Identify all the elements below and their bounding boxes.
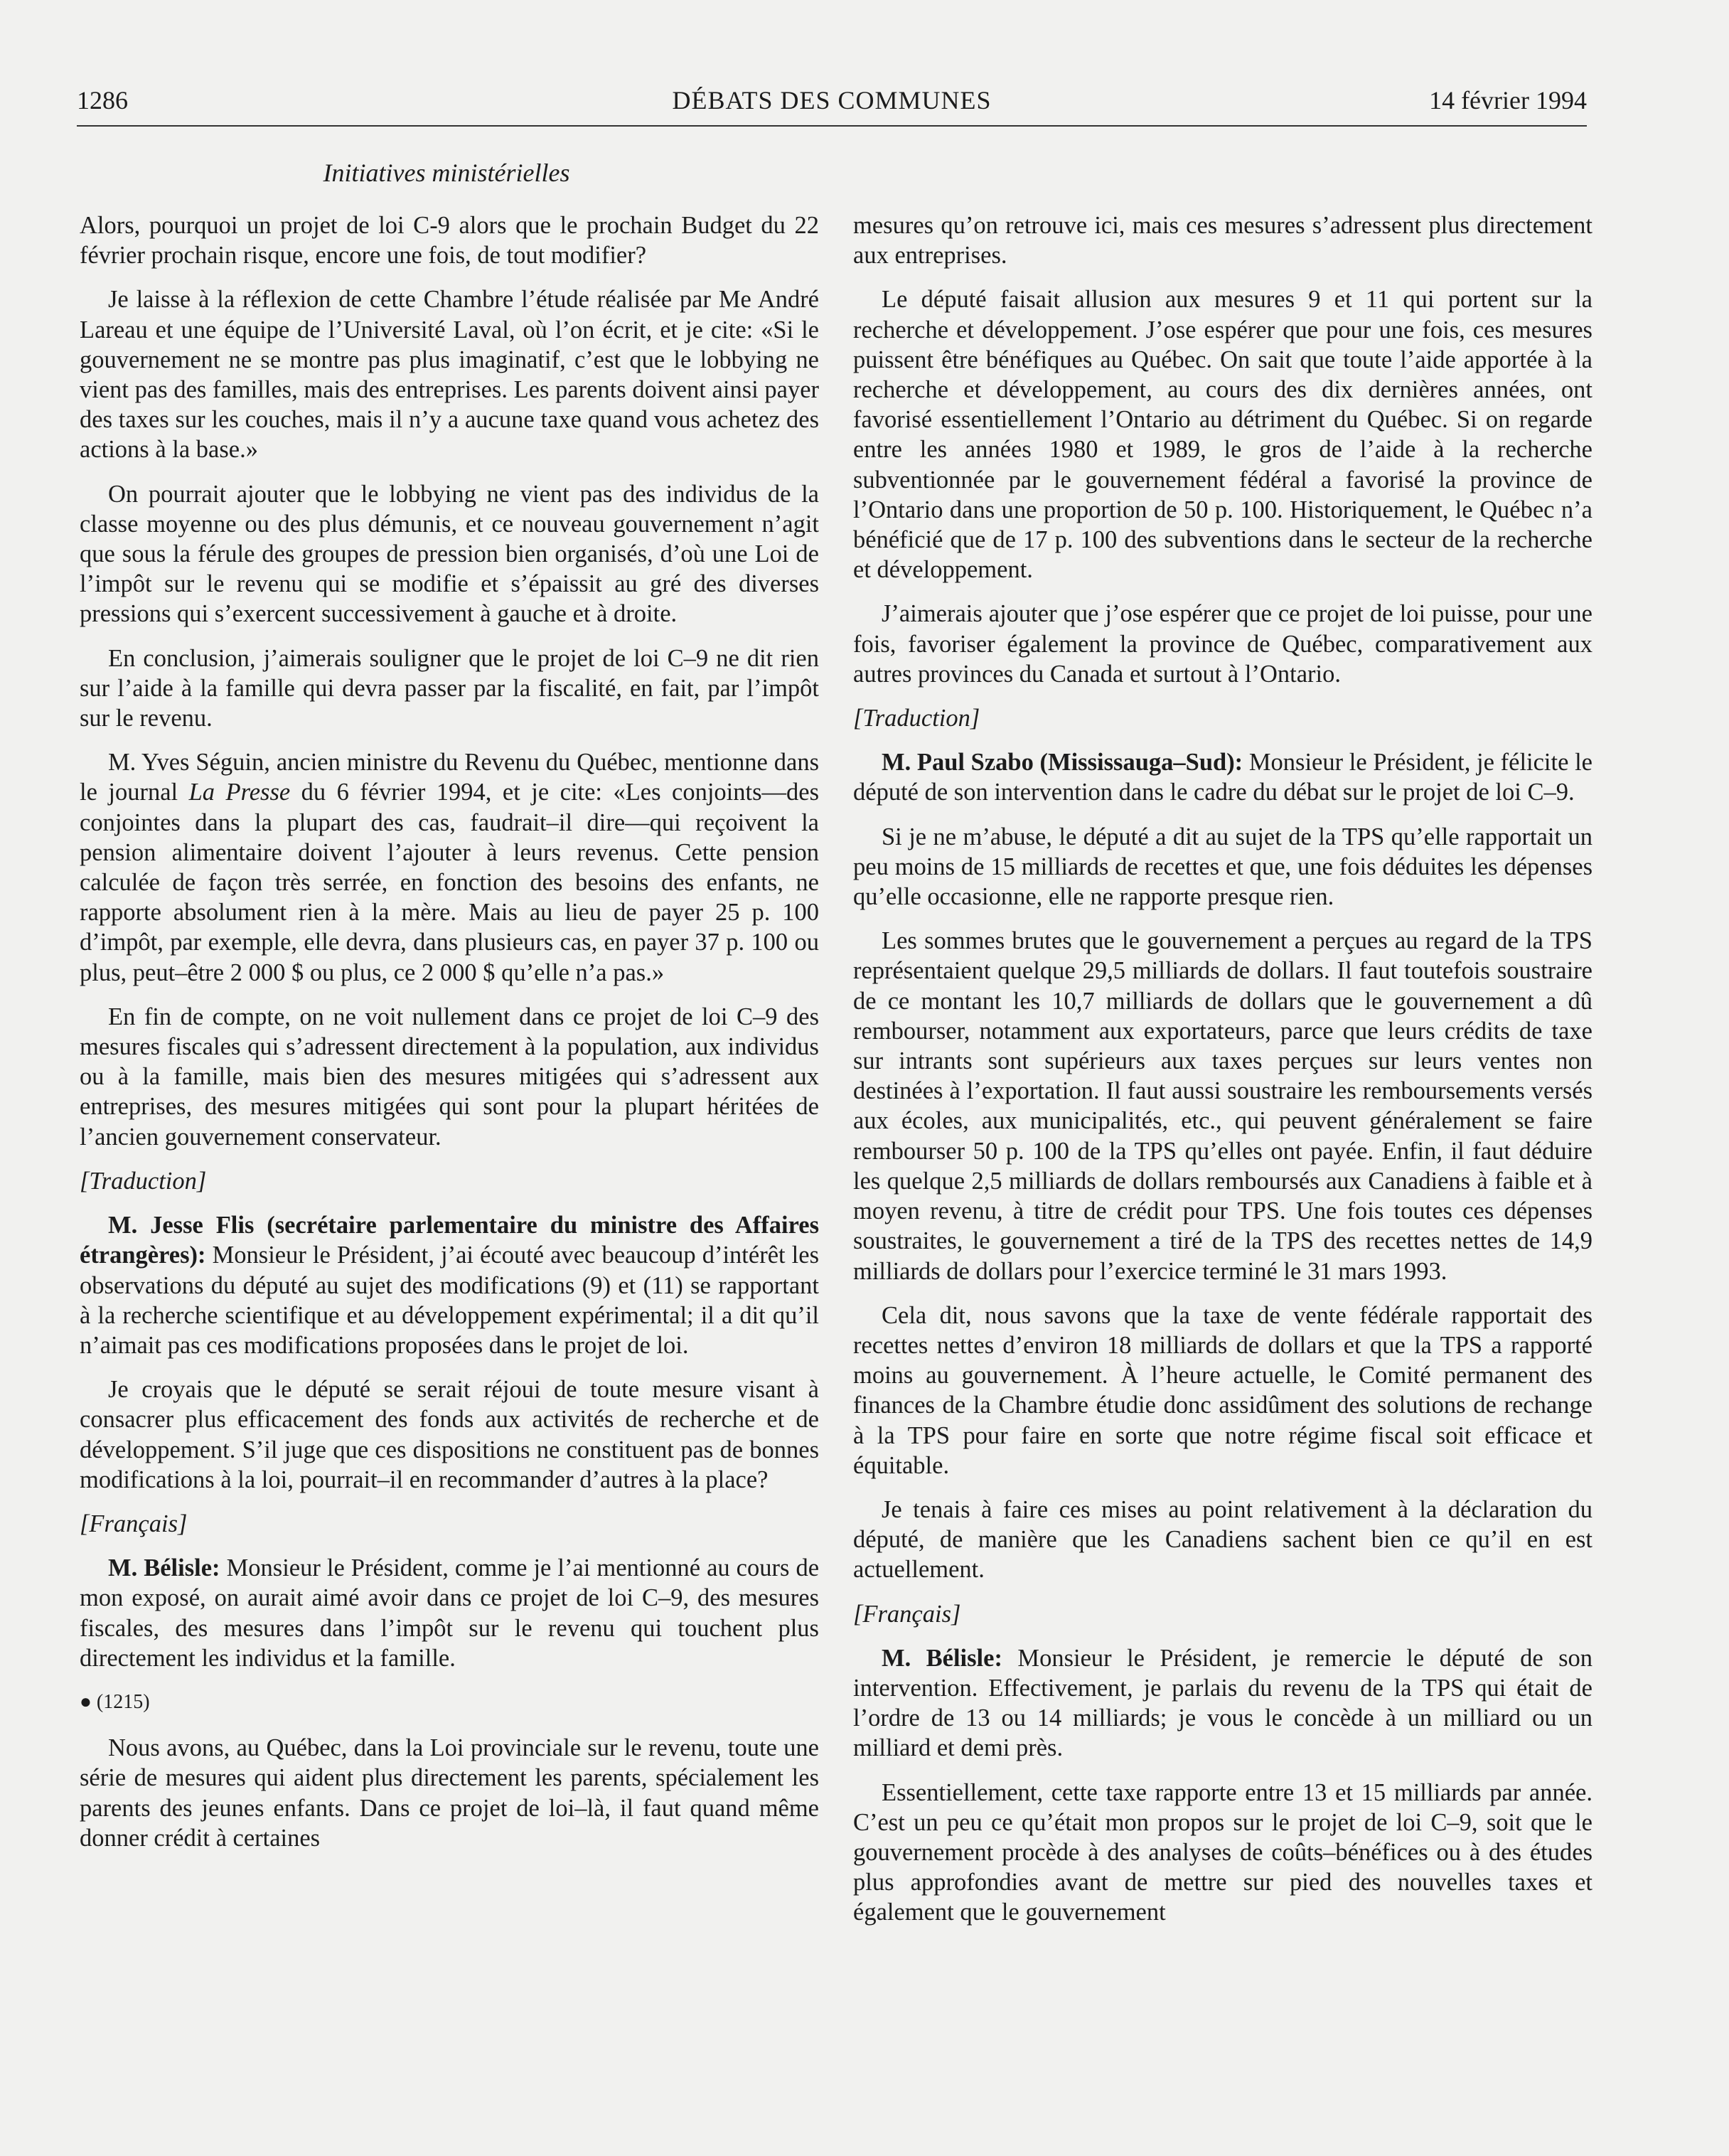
left-column — [80, 210, 819, 1867]
speaker-name: M. Paul Szabo (Mississauga–Sud): — [882, 749, 1243, 777]
speech-belisle — [80, 1553, 819, 1673]
paragraph: Alors, pourquoi un projet de loi C-9 alors que le prochain Budget du 22 février prochain risque, encore une fois, de tout modifier? — [80, 212, 819, 270]
paragraph: En fin de compte, on ne voit nullement dans ce projet de loi C–9 des mesures fiscales qui s’adressent directement à la population, aux individus ou à la famille, mais bien des mesures mitigées qui s’adressent aux entreprises, des mesures mitigées qui sont pour la plupart héritées de l’ancien gouvernement conservateur. — [80, 1003, 819, 1151]
paragraph-text: M. Yves Séguin, ancien ministre du Revenu du Québec, mentionne dans le journal — [80, 749, 819, 806]
paragraph-seguin — [80, 747, 819, 988]
publication-title: DÉBATS DES COMMUNES — [672, 86, 992, 114]
right-column — [853, 210, 1592, 1942]
speaker-name: M. Bélisle: — [108, 1554, 220, 1582]
language-tag: [Traduction] — [853, 705, 980, 732]
speech-belisle-reply — [853, 1643, 1592, 1763]
section-title: Initiatives ministérielles — [323, 159, 570, 187]
speech-text: Monsieur le Président, comme je l’ai mentionné au cours de mon exposé, on aurait aimé avoir dans ce projet de loi C–9, des mesures fiscales, des mesures dans l’impôt sur le revenu qui touchent plus directement les individus et la famille. — [80, 1554, 820, 1672]
journal-name: La Presse — [188, 779, 291, 806]
paragraph: Je tenais à faire ces mises au point relativement à la déclaration du député, de manière que les Canadiens sachent bien ce qu’il en est actuellement. — [853, 1495, 1592, 1584]
paragraph: Si je ne m’abuse, le député a dit au sujet de la TPS qu’elle rapportait un peu moins de 15 milliards de recettes et que, une fois déduites les dépenses qu’elle occasionne, elle ne rapporte presque rien. — [853, 823, 1592, 911]
speaker-name: M. Jesse Flis (secrétaire parlementaire du ministre des Affaires étrangères): — [80, 1212, 819, 1269]
page-header — [77, 82, 1587, 127]
speech-flis — [80, 1210, 819, 1360]
language-tag: [Français] — [853, 1600, 961, 1628]
paragraph: On pourrait ajouter que le lobbying ne vient pas des individus de la classe moyenne ou des plus démunis, et ce nouveau gouvernement n’agit que sous la férule des groupes de pression bien organisés, d’où une Loi de l’impôt sur le revenu qui se modifie et s’épaissit au gré des diverses pressions qui s’exercent successivement à gauche et à droite. — [80, 480, 819, 628]
speech-text: Monsieur le Président, je félicite le député de son intervention dans le cadre du débat sur le projet de loi C–9. — [853, 749, 1592, 806]
paragraph: Je croyais que le député se serait réjoui de toute mesure visant à consacrer plus efficacement des fonds aux activités de recherche et de développement. S’il juge que ces dispositions ne constituent pas de bonnes modifications à la loi, pourrait–il en recommander d’autres à la place? — [80, 1376, 819, 1493]
time-marker: ● (1215) — [80, 1690, 150, 1713]
paragraph: Je laisse à la réflexion de cette Chambre l’étude réalisée par Me André Lareau et une équipe de l’Université Laval, où l’on écrit, et je cite: «Si le gouvernement ne se montre pas plus imaginatif, c’est que le lobbying ne vient pas des familles, mais des entreprises. Les parents doivent ainsi payer des taxes sur les couches, mais il n’y a aucune taxe quand vous achetez des actions à la base.» — [80, 286, 819, 464]
publication-date: 14 février 1994 — [1429, 86, 1587, 114]
paragraph: Essentiellement, cette taxe rapporte entre 13 et 15 milliards par année. C’est un peu ce qu’était mon propos sur le projet de loi C–9, soit que le gouvernement procède à des analyses de coûts–bénéfices ou à des études plus approfondies avant de mettre sur pied des nouvelles taxes et également que le gouvernement — [853, 1778, 1592, 1926]
paragraph: Cela dit, nous savons que la taxe de vente fédérale rapportait des recettes nettes d’environ 18 milliards de dollars et que la TPS a rapporté moins au gouvernement. À l’heure actuelle, le Comité permanent des finances de la Chambre étudie donc assidûment des solutions de rechange à la TPS pour faire en sorte que notre régime fiscal soit efficace et équitable. — [853, 1301, 1592, 1479]
speech-szabo — [853, 747, 1592, 807]
paragraph: Les sommes brutes que le gouvernement a perçues au regard de la TPS représentaient quelque 29,5 milliards de dollars. Il faut toutefois soustraire de ce montant les 10,7 milliards de dollars que le gouvernement a dû rembourser, notamment aux exportateurs, parce que leurs crédits de taxe sur intrants sont supérieurs aux taxes perçues sur leurs ventes non destinées à l’exportation. Il faut aussi soustraire les remboursements versés aux écoles, aux municipalités, etc., qui peuvent généralement se faire rembourser 50 p. 100 de la TPS qu’elles ont payée. Enfin, il faut déduire les quelque 2,5 milliards de dollars remboursés aux Canadiens à faible et à moyen revenu, à titre de crédit pour TPS. Une fois toutes ces dépenses soustraites, le gouvernement a tiré de la TPS des recettes nettes de 14,9 milliards de dollars pour l’exercice terminé le 31 mars 1993. — [853, 927, 1592, 1285]
paragraph: J’aimerais ajouter que j’ose espérer que ce projet de loi puisse, pour une fois, favoriser également la province de Québec, comparativement aux autres provinces du Canada et surtout à l’Ontario. — [853, 600, 1592, 688]
paragraph: mesures qu’on retrouve ici, mais ces mesures s’adressent plus directement aux entreprises. — [853, 212, 1592, 270]
language-tag: [Français] — [80, 1510, 188, 1537]
paragraph: Nous avons, au Québec, dans la Loi provinciale sur le revenu, toute une série de mesures qui aident plus directement les parents, spécialement les parents des jeunes enfants. Dans ce projet de loi–là, il faut quand même donner crédit à certaines — [80, 1734, 819, 1852]
speaker-name: M. Bélisle: — [882, 1644, 1002, 1672]
paragraph: En conclusion, j’aimerais souligner que le projet de loi C–9 ne dit rien sur l’aide à la famille qui devra passer par la fiscalité, en fait, par l’impôt sur le revenu. — [80, 644, 819, 732]
paragraph: Le député faisait allusion aux mesures 9 et 11 qui portent sur la recherche et développement. J’ose espérer que pour une fois, ces mesures puissent être bénéfiques au Québec. On sait que toute l’aide apportée à la recherche et développement, au cours des dix dernières années, ont favorisé essentiellement l’Ontario au détriment du Québec. Si on regarde entre les années 1980 et 1989, le gros de l’aide à la recherche subventionnée par le gouvernement fédéral a favorisé la province de l’Ontario dans une proportion de 50 p. 100. Historiquement, le Québec n’a bénéficié que de 17 p. 100 des subventions dans le secteur de la recherche et développement. — [853, 286, 1592, 584]
language-tag: [Traduction] — [80, 1167, 207, 1195]
page-number: 1286 — [77, 86, 128, 114]
speech-text: Monsieur le Président, je remercie le député de son intervention. Effectivement, je parlais du revenu de la TPS qui était de l’ordre de 13 ou 14 milliards; je vous le concède à un milliard ou un milliard et demi près. — [853, 1644, 1593, 1762]
paragraph-text: du 6 février 1994, et je cite: «Les conjoints—des conjointes dans la plupart des cas, faudrait–il dire—qui reçoivent la pension alimentaire doivent l’ajouter à leurs revenus. Cette pension calculée de façon très serrée, en fonction des besoins des enfants, ne rapporte absolument rien à la mère. Mais au lieu de payer 25 p. 100 d’impôt, par exemple, elle devra, dans plusieurs cas, en payer 37 p. 100 ou plus, peut–être 2 000 $ ou plus, ce 2 000 $ qu’elle n’a pas.» — [80, 779, 820, 986]
speech-text: Monsieur le Président, j’ai écouté avec beaucoup d’intérêt les observations du député au sujet des modifications (9) et (11) se rapportant à la recherche scientifique et au développement expérimental; il a dit qu’il n’aimait pas ces modifications proposées dans le projet de loi. — [80, 1242, 819, 1359]
